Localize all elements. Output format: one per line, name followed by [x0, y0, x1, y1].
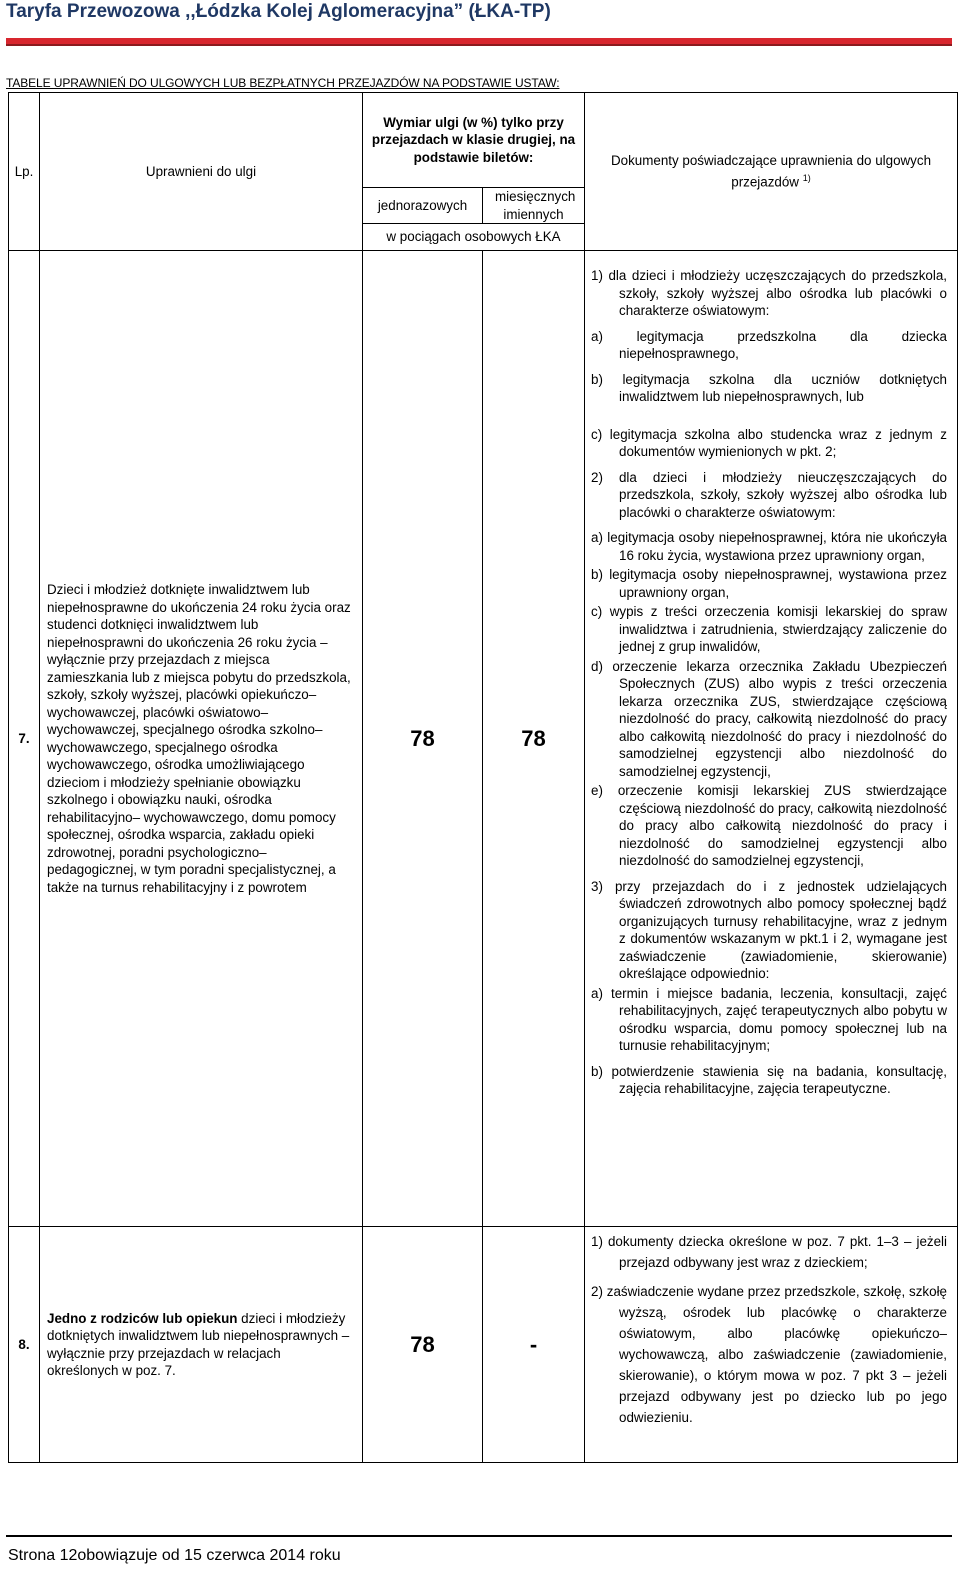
row7-documents: [585, 251, 958, 1227]
row7-doc-2d: d) orzeczenie lekarza orzecznika Zakładu Ubezpieczeń Społecznych (ZUS) albo wypis z treści orzeczenia lekarza orzecznika ZUS, stwierdzające częściową niezdolność do pracy, całkowitą niezdolność do pracy albo całkowitą niezdolność do pracy i niezdolność do samodzielnej egzystencji albo niezdolność do samodzielnej egzystencji,: [591, 658, 947, 779]
header-documents-label: Dokumenty poświadczające uprawnienia do ulgowych przejazdów: [610, 153, 932, 190]
header-documents: [585, 93, 958, 251]
tariff-title: Taryfa Przewozowa ,,Łódzka Kolej Aglomeracyjna” (ŁKA-TP): [6, 1, 551, 22]
row7-single-value: 78: [363, 251, 483, 1227]
row8-documents: [585, 1227, 958, 1463]
table-row-7: [9, 251, 958, 1227]
row7-doc-3b: b) potwierdzenie stawienia się na badania, konsultację, zajęcia rehabilitacyjne, zajęcia terapeutyczne.: [591, 1063, 947, 1096]
row8-desc-text: [47, 1310, 354, 1380]
row7-lp: 7.: [9, 251, 40, 1227]
row7-doc-3: 3) przy przejazdach do i z jednostek udzielających świadczeń zdrowotnych albo pomocy społecznej bądź organizujących turnusy rehabilitacyjne, wraz z jednym z dokumentów wskazanym w pkt.1 i 2, wymagane jest zaświadczenie (zawiadomienie, skierowanie) określające odpowiednio:: [591, 878, 947, 981]
header-single: jednorazowych: [363, 188, 483, 224]
row7-doc-1b: b) legitymacja szkolna dla uczniów dotkniętych inwalidztwem lub niepełnosprawnych, lub: [591, 371, 947, 404]
row7-doc-2c: c) wypis z treści orzeczenia komisji lekarskiej do spraw inwalidztwa i zatrudnienia, stwierdzający zaliczenie do jednej z grup inwalidów,: [591, 604, 947, 654]
header-entitled: Uprawnieni do ulgi: [40, 93, 363, 251]
footer-rule: [6, 1535, 952, 1537]
row8-doc-1: 1) dokumenty dziecka określone w poz. 7 pkt. 1–3 – jeżeli przejazd odbywany jest wraz z dzieckiem;: [591, 1234, 947, 1270]
row7-doc-2e: e) orzeczenie komisji lekarskiej ZUS stwierdzające częściową niezdolność do pracy, całkowitą niezdolność do pracy albo całkowitą niezdolność do pracy i niezdolność do samodzielnej egzystencji albo niezdolność do samodzielnej egzystencji,: [591, 783, 947, 868]
footer-text: Strona 12obowiązuje od 15 czerwca 2014 roku: [8, 1547, 341, 1564]
row7-description: [40, 251, 363, 1227]
row7-doc-3a: a) termin i miejsce badania, leczenia, konsultacji, zajęć rehabilitacyjnych, zajęć terapeutycznych albo pobytu w ośrodku wsparcia, domu pomocy społecznej lub na turnusie rehabilitacyjnym;: [591, 985, 947, 1053]
header-documents-footnote: 1): [802, 172, 811, 183]
header-monthly: miesięcznych imiennych: [483, 188, 585, 224]
row8-desc-bold: Jedno z rodziców lub opiekun: [47, 1310, 238, 1326]
row8-monthly-value: -: [483, 1227, 585, 1463]
row8-lp: 8.: [9, 1227, 40, 1463]
row7-desc-text: Dzieci i młodzież dotknięte inwalidztwem lub niepełnosprawne do ukończenia 24 roku życia oraz studenci dotknięci inwalidztwem lub niepełnosprawni do ukończenia 26 roku życia – wyłącznie przy przejazdach z miejsca zamieszkania lub z miejsca pobytu do przedszkola, szkoły, szkoły wyższej, placówki opiekuńczo– wychowawczej, placówki oświatowo– wychowawczej, specjalnego ośrodka szkolno–wychowawczego, specjalnego ośrodka wychowawczego, ośrodka umożliwiającego dzieciom i młodzieży spełnianie obowiązku szkolnego i obowiązku nauki, ośrodka rehabilitacyjno– wychowawczego, domu pomocy społecznej, ośrodka wsparcia, zakładu opieki zdrowotnej, poradni psychologiczno– pedagogicznej, w tym poradni specjalistycznej, a także na turnus rehabilitacyjny i z powrotem: [47, 582, 351, 895]
row7-monthly-value: 78: [483, 251, 585, 1227]
row7-doc-1c: c) legitymacja szkolna albo studencka wraz z jednym z dokumentów wymienionych w pkt. 2;: [591, 426, 947, 459]
header-lp: Lp.: [9, 93, 40, 251]
table-row-8: [9, 1227, 958, 1463]
row8-doc-2: 2) zaświadczenie wydane przez przedszkole, szkołę, szkołę wyższą, ośrodek lub placówkę o charakterze oświatowym, albo placówkę opiekuńczo–wychowawczą, albo zaświadczenie (zawiadomienie, skierowanie), o którym mowa w poz. 7 pkt 3 – jeżeli przejazd odbywany jest po dziecko lub po jego odwiezieniu.: [591, 1284, 947, 1425]
row7-doc-2: 2) dla dzieci i młodzieży nieuczęszczających do przedszkola, szkoły, szkoły wyższej albo ośrodka lub placówki o charakterze oświatowym:: [591, 469, 947, 520]
row8-single-value: 78: [363, 1227, 483, 1463]
row7-doc-1a: a) legitymacja przedszkolna dla dziecka niepełnosprawnego,: [591, 328, 947, 361]
row7-doc-2b: b) legitymacja osoby niepełnosprawnej, wystawiona przez uprawniony organ,: [591, 567, 947, 600]
document-header: [6, 0, 954, 30]
row7-doc-2a: a) legitymacja osoby niepełnosprawnej, która nie ukończyła 16 roku życia, wystawiona przez uprawniony organ,: [591, 530, 947, 563]
section-title: TABELE UPRAWNIEŃ DO ULGOWYCH LUB BEZPŁATNYCH PRZEJAZDÓW NA PODSTAWIE USTAW:: [6, 76, 560, 90]
header-rule: [6, 38, 952, 46]
header-trains: w pociągach osobowych ŁKA: [363, 224, 585, 251]
header-discount: Wymiar ulgi (w %) tylko przy przejazdach w klasie drugiej, na podstawie biletów:: [363, 93, 585, 188]
entitlements-table: [8, 92, 958, 1463]
page-footer: [6, 1535, 954, 1577]
row8-desc-rest: dzieci i młodzieży dotkniętych inwalidztwem lub niepełnosprawnych – wyłącznie przy przejazdach w relacjach określonych w poz. 7.: [47, 1310, 350, 1378]
row7-doc-1: 1) dla dzieci i młodzieży uczęszczających do przedszkola, szkoły, szkoły wyższej albo ośrodka lub placówki o charakterze oświatowym:: [591, 268, 947, 318]
row8-description: [40, 1227, 363, 1463]
